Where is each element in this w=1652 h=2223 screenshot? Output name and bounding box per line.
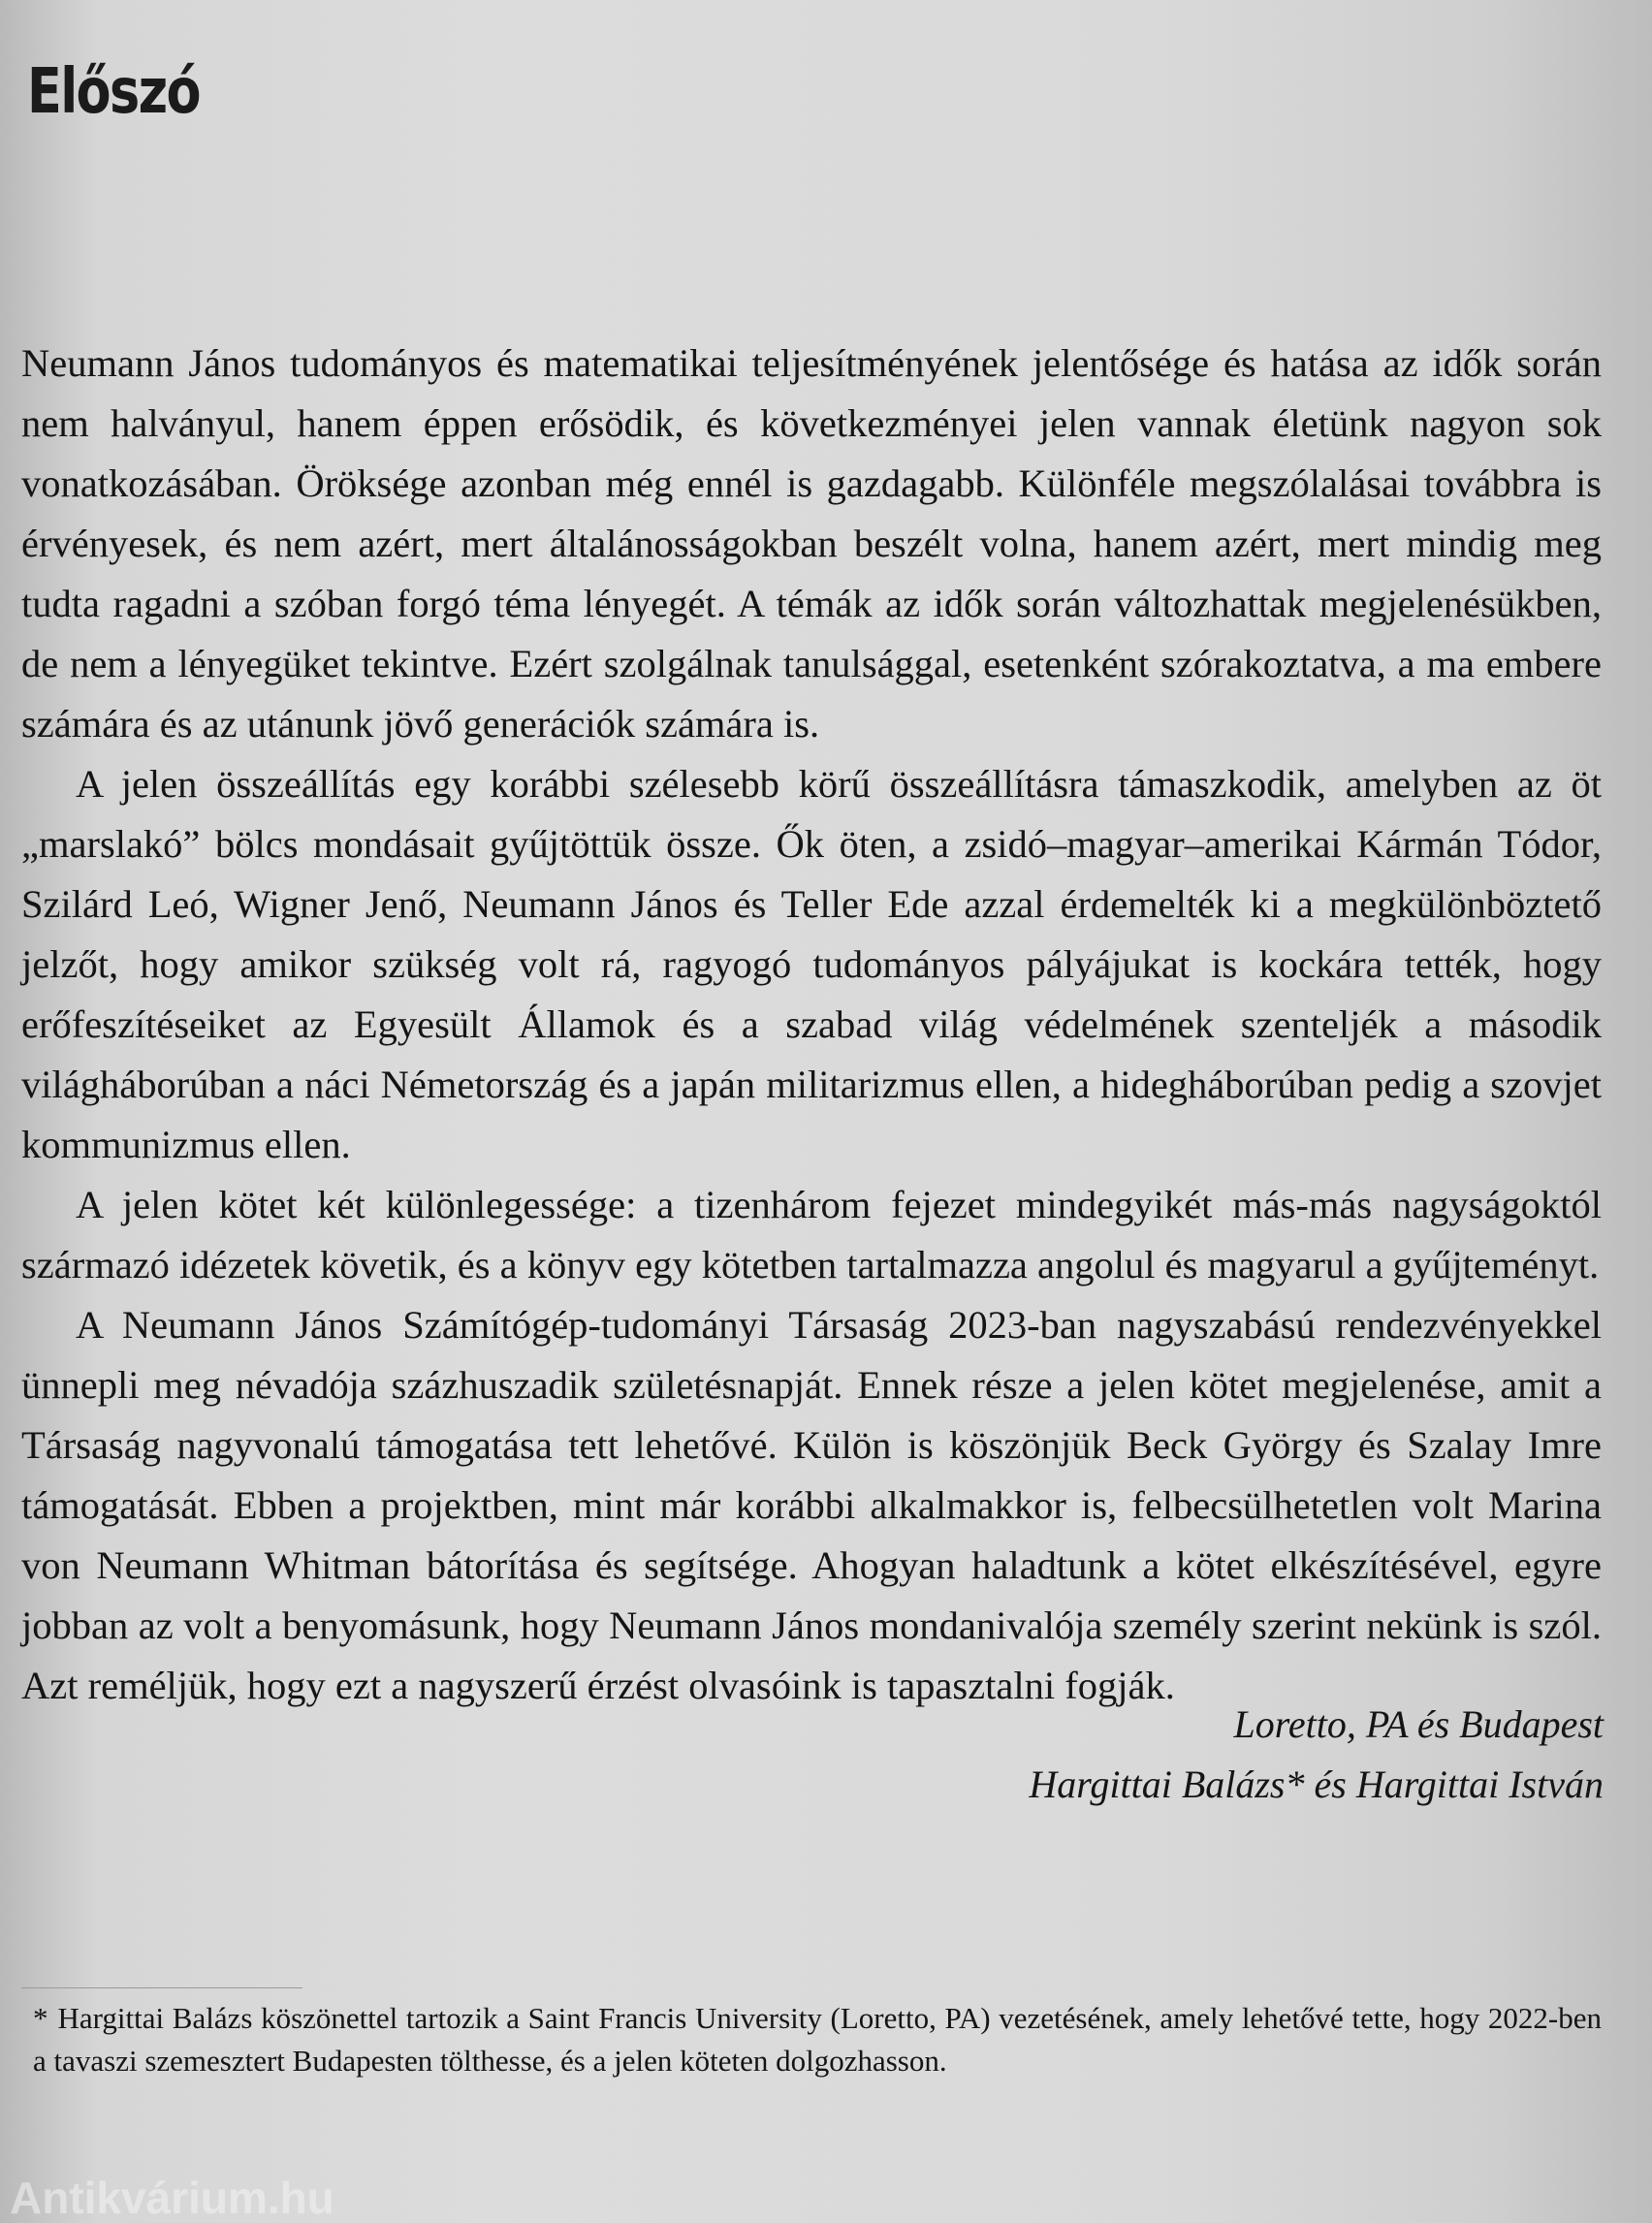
preface-body <box>21 333 1602 1716</box>
signature-block <box>1029 1695 1604 1815</box>
watermark-logo: Antikvárium.hu <box>10 2173 334 2223</box>
footnote-divider <box>21 1987 302 1988</box>
page-title: Előszó <box>27 56 200 128</box>
paragraph-1: Neumann János tudományos és matematikai teljesítményének jelentősége és hatása az idők során nem halványul, hanem éppen erősödik, és következményei jelen vannak életünk nagyon sok vonatkozásában. Öröksége azonban még ennél is gazdagabb. Különféle megszólalásai továbbra is érvényesek, és nem azért, mert általánosságokban beszélt volna, hanem azért, mert mindig meg tudta ragadni a szóban forgó téma lényegét. A témák az idők során változhattak megjelenésükben, de nem a lényegüket tekintve. Ezért szolgálnak tanulsággal, esetenként szórakoztatva, a ma embere számára és az utánunk jövő generációk számára is. <box>21 341 1602 746</box>
footnote <box>33 1997 1602 2082</box>
footnote-mark: * <box>33 2001 48 2035</box>
paragraph-4: A Neumann János Számítógép-tudományi Társaság 2023-ban nagyszabású rendezvényekkel ünnepli meg névadója százhuszadik születésnapját. Ennek része a jelen kötet megjelenése, amit a Társaság nagyvonalú támogatása tett lehetővé. Külön is köszönjük Beck György és Szalay Imre támogatását. Ebben a projektben, mint már korábbi alkalmakkor is, felbecsülhetetlen volt Marina von Neumann Whitman bátorítása és segítsége. Ahogyan haladtunk a kötet elkészítésével, egyre jobban az volt a benyomásunk, hogy Neumann János mondanivalója személy szerint nekünk is szól. Azt reméljük, hogy ezt a nagyszerű érzést olvasóink is tapasztalni fogják. <box>21 1303 1602 1707</box>
footnote-text: Hargittai Balázs köszönettel tartozik a Saint Francis University (Loretto, PA) vezetésének, amely lehetővé tette, hogy 2022-ben a tavaszi szemesztert Budapesten tölthesse, és a jelen köteten dolgozhasson. <box>33 2001 1602 2078</box>
signature-place: Loretto, PA és Budapest <box>1233 1702 1604 1746</box>
paragraph-2: A jelen összeállítás egy korábbi szélesebb körű összeállításra támaszkodik, amelyben az öt „marslakó” bölcs mondásait gyűjtöttük össze. Ők öten, a zsidó–magyar–amerikai Kármán Tódor, Szilárd Leó, Wigner Jenő, Neumann János és Teller Ede azzal érdemelték ki a megkülönböztető jelzőt, hogy amikor szükség volt rá, ragyogó tudományos pályájukat is kockára tették, hogy erőfeszítéseiket az Egyesült Államok és a szabad világ védelmének szenteljék a második világháborúban a náci Németország és a japán militarizmus ellen, a hidegháborúban pedig a szovjet kommunizmus ellen. <box>21 762 1602 1166</box>
signature-authors: Hargittai Balázs* és Hargittai István <box>1029 1763 1604 1806</box>
paragraph-3: A jelen kötet két különlegessége: a tizenhárom fejezet mindegyikét más-más nagyságoktól származó idézetek követik, és a könyv egy kötetben tartalmazza angolul és magyarul a gyűjteményt. <box>21 1183 1602 1286</box>
